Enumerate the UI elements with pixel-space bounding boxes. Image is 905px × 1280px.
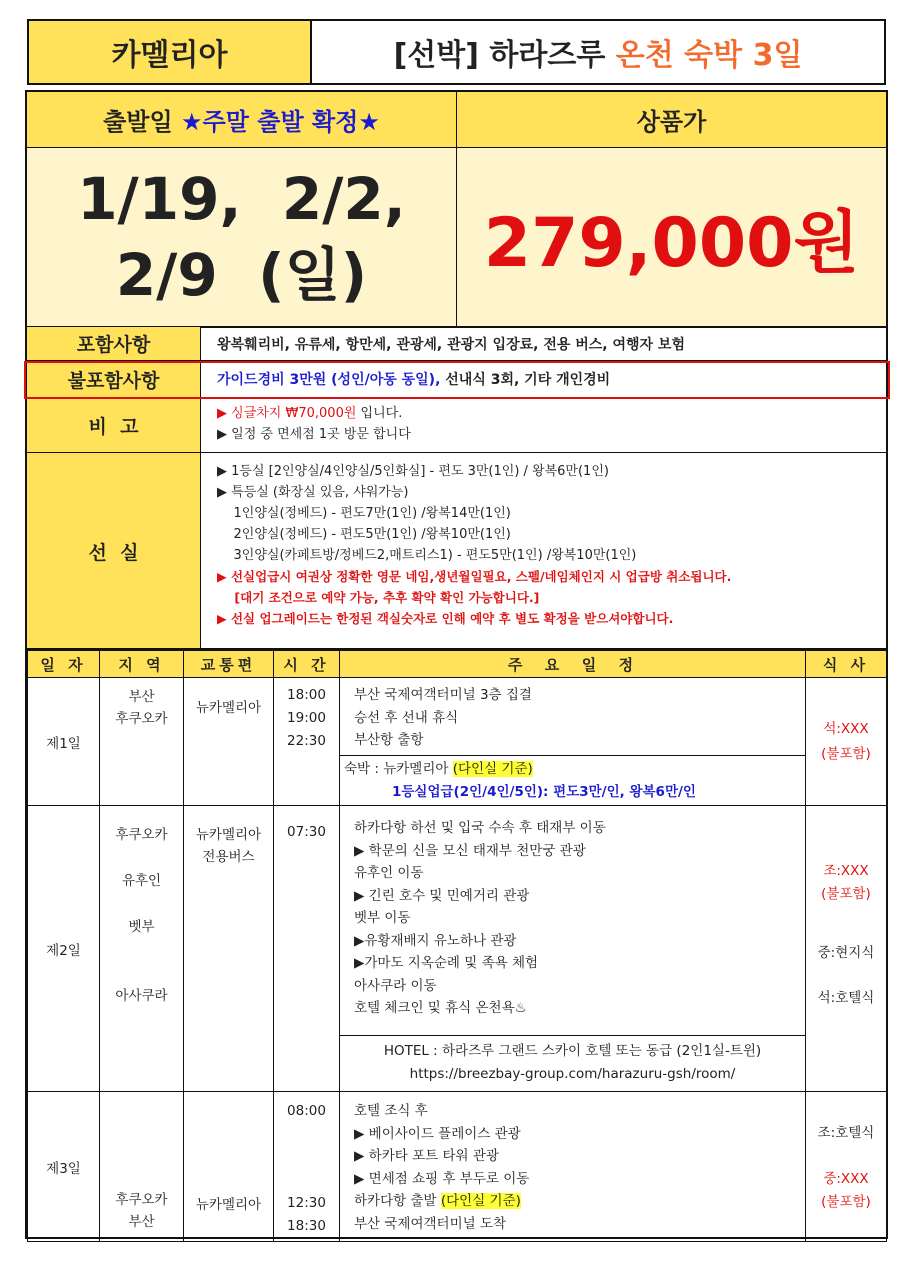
weekend-confirmed: ★주말 출발 확정★ <box>181 108 380 136</box>
cabin-line: ▶ 1등실 [2인양실/4인양실/5인화실] - 편도 3만(1인) / 왕복6만(1인) <box>217 464 609 479</box>
header-day: 일 자 <box>28 651 100 678</box>
day2-label: 제2일 <box>28 806 100 1092</box>
product-title-box <box>310 19 886 85</box>
day3-transport: 뉴카멜리아 <box>184 1092 274 1242</box>
day3-itinerary: 호텔 조식 후 ▶ 베이사이드 플레이스 관광 ▶ 하카타 포트 타워 관광 ▶ 면세점 쇼핑 후 부두로 이동 하카다항 출발 (다인실 기준) 부산 국제여객터미널 도착 <box>340 1092 806 1242</box>
day3-row <box>28 1092 887 1242</box>
day3-region: 후쿠오카 부산 <box>100 1092 184 1242</box>
price-value-cell <box>457 148 886 326</box>
day2-transport: 뉴카멜리아 전용버스 <box>184 806 274 1092</box>
header-meal: 식 사 <box>806 651 887 678</box>
duty-free-note: ▶ 일정 중 면세점 1곳 방문 합니다 <box>217 427 411 442</box>
day1-stay: 숙박 : 뉴카멜리아 (다인실 기준) 1등실업급(2인/4인/5인): 편도3만/인, 왕복6만/인 <box>340 755 805 805</box>
product-title: [선박] 하라즈루 온천 숙박 3일 <box>393 38 803 73</box>
day1-times: 18:00 19:00 22:30 <box>274 678 340 806</box>
day1-meal: 석:XXX (불포함) <box>806 678 887 806</box>
included-label: 포함사항 <box>76 334 151 356</box>
departure-dates-line2: 2/9 (일) <box>115 241 368 309</box>
day2-meals: 조:XXX (불포함) 중:현지식 석:호텔식 <box>806 806 887 1092</box>
departure-price-block <box>25 90 888 328</box>
product-title-highlight: 온천 숙박 3일 <box>615 38 803 73</box>
header-time: 시 간 <box>274 651 340 678</box>
day1-transport: 뉴카멜리아 <box>184 678 274 806</box>
notes-label: 비 고 <box>88 415 139 438</box>
price-label: 상품가 <box>636 108 707 136</box>
single-charge: ▶ 싱글차지 ₩70,000원 <box>217 406 357 421</box>
schedule-table <box>25 648 888 1239</box>
departure-dates-line1: 1/19, 2/2, <box>77 165 406 233</box>
cabin-line: ▶ 특등실 (화장실 있음, 샤워가능) <box>217 485 409 500</box>
excluded-rest: 선내식 3회, 기타 개인경비 <box>440 372 611 388</box>
brand-box <box>27 19 312 85</box>
cabin-label: 선 실 <box>88 541 139 564</box>
day1-itinerary: 부산 국제여객터미널 3층 집결 승선 후 선내 휴식 부산항 출항 숙박 : 뉴카멜리아 (다인실 기준) 1등실업급(2인/4인/5인): 편도3만/인, 왕복6만/인 <box>340 678 806 806</box>
departure-label-cell <box>27 92 457 148</box>
day3-times: 08:00 12:30 18:30 <box>274 1092 340 1242</box>
day3-meals: 조:호텔식 중:XXX (불포함) <box>806 1092 887 1242</box>
included-text-cell <box>201 327 886 361</box>
guide-fee: 가이드경비 3만원 (성인/아동 동일), <box>217 372 441 388</box>
header-transport: 교통편 <box>184 651 274 678</box>
included-label-cell <box>27 327 201 361</box>
cabin-line: 3인양실(카페트방/정베드2,매트리스1) - 편도5만(1인) /왕복10만(1인) <box>217 548 637 563</box>
day2-regions: 후쿠오카 유후인 벳부 아사쿠라 <box>100 806 184 1092</box>
cabin-warning: [대기 조건으로 예약 가능, 추후 확약 확인 가능합니다.] <box>217 590 540 605</box>
day2-hotel <box>340 1035 805 1091</box>
day3-label: 제3일 <box>28 1092 100 1242</box>
day1-label: 제1일 <box>28 678 100 806</box>
included-text: 왕복훼리비, 유류세, 항만세, 관광세, 관광지 입장료, 전용 버스, 여행자 보험 <box>217 336 685 353</box>
multi-room-basis: (다인실 기준) <box>440 1193 521 1209</box>
header-itinerary: 주 요 일 정 <box>340 651 806 678</box>
day1-upgrade: 1등실업급(2인/4인/5인): 편도3만/인, 왕복6만/인 <box>392 783 696 800</box>
header-region: 지 역 <box>100 651 184 678</box>
cabin-line: 1인양실(정베드) - 편도7만(1인) /왕복14만(1인) <box>217 506 511 521</box>
multi-room-basis: (다인실 기준) <box>452 761 533 777</box>
day2-itinerary: 하카다항 하선 및 입국 수속 후 태재부 이동 ▶ 학문의 신을 모신 태재부 천만궁 관광 유후인 이동 ▶ 긴린 호수 및 민예거리 관광 벳부 이동 ▶유황재배지 유노하나 관광 ▶가마도 지옥순례 및 족욕 체험 아사쿠라 이동 호텔 체크인 및 휴식 온천욕♨ HOTEL : 하라즈루 그랜드 스카이 호텔 또는 동급 (2인1실-트윈) https://breezbay-group.com/harazuru-gsh/room/ <box>340 806 806 1092</box>
excluded-label: 불포함사항 <box>67 369 160 392</box>
day1-row <box>28 678 887 806</box>
cabin-text-cell <box>201 453 886 649</box>
hotel-url[interactable]: https://breezbay-group.com/harazuru-gsh/room/ <box>409 1065 736 1082</box>
cabin-warning: ▶ 선실업급시 여권상 정확한 영문 네임,생년월일필요, 스펠/네임체인지 시 업급방 취소됩니다. <box>217 569 732 584</box>
excluded-highlight-frame <box>24 361 890 399</box>
day2-time: 07:30 <box>274 806 340 1092</box>
hotel-name: HOTEL : 하라즈루 그랜드 스카이 호텔 또는 동급 (2인1실-트윈) <box>383 1043 762 1059</box>
brand-name: 카멜리아 <box>111 38 228 73</box>
day2-row <box>28 806 887 1092</box>
notes-label-cell <box>27 398 201 453</box>
price-value: 279,000원 <box>483 203 860 283</box>
notes-text-cell: ▶ 싱글차지 ₩70,000원 입니다. ▶ 일정 중 면세점 1곳 방문 합니다 <box>201 398 886 453</box>
cabin-label-cell <box>27 453 201 649</box>
departure-dates-cell <box>27 148 457 326</box>
departure-label: 출발일 <box>103 108 182 136</box>
price-label-cell <box>457 92 886 148</box>
cabin-line: 2인양실(정베드) - 편도5만(1인) /왕복10만(1인) <box>217 527 511 542</box>
cabin-warning: ▶ 선실 업그레이드는 한정된 객실숫자로 인해 예약 후 별도 확정을 받으셔야합니다. <box>217 611 674 626</box>
day1-region: 부산 후쿠오카 <box>100 678 184 806</box>
